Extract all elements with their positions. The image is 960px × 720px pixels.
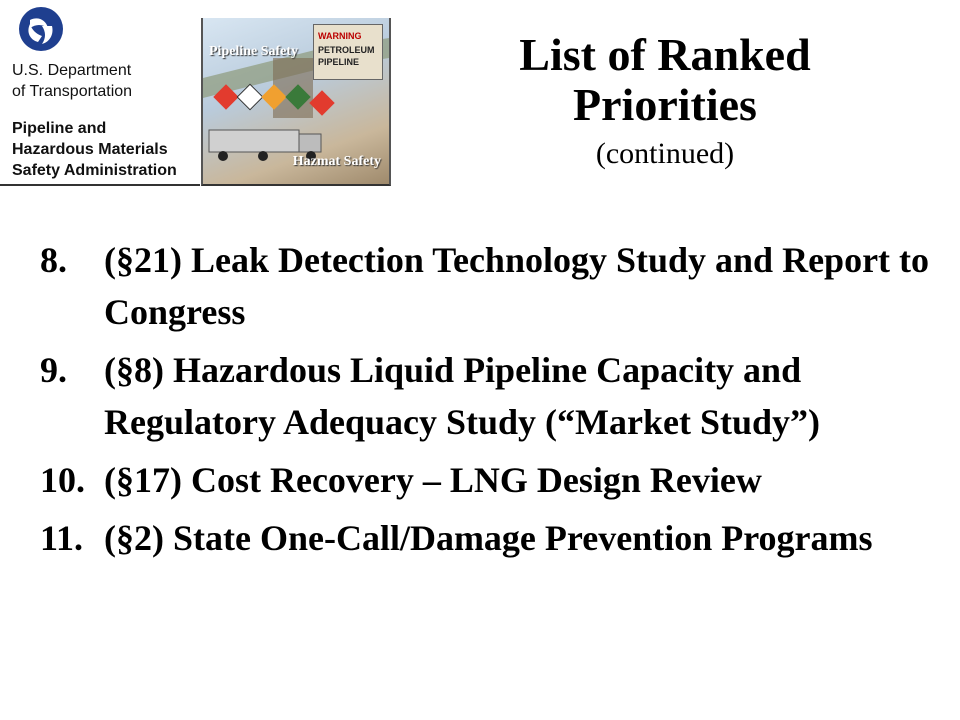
item-text: (§8) Hazardous Liquid Pipeline Capacity and Regulatory Adequacy Study (“Market Study”): [104, 350, 821, 442]
item-number: 9.: [40, 350, 67, 390]
pipeline-safety-label: Pipeline Safety: [209, 44, 299, 59]
agency-line-2: Hazardous Materials: [12, 141, 168, 158]
agency-name: [12, 118, 202, 181]
warning-sign: [313, 24, 383, 80]
slide-title: [420, 30, 910, 178]
list-item: [40, 344, 940, 448]
department-line-1: U.S. Department: [12, 62, 132, 79]
item-text: (§2) State One-Call/Damage Prevention Programs: [104, 518, 873, 558]
agency-line-1: Pipeline and: [12, 120, 107, 137]
department-line-2: of Transportation: [12, 83, 133, 100]
dot-triskelion-icon: [18, 6, 64, 52]
title-subtitle: (continued): [595, 137, 735, 170]
title-line-1: List of Ranked: [519, 29, 811, 80]
item-number: 10.: [40, 460, 85, 500]
item-text: (§21) Leak Detection Technology Study and Report to Congress: [104, 240, 930, 332]
department-name: [12, 60, 197, 102]
list-item: [40, 234, 940, 338]
sign-line-3: PIPELINE: [318, 57, 360, 67]
pipeline-hazmat-collage: [201, 18, 391, 186]
priority-list: [40, 234, 940, 570]
title-line-2: Priorities: [573, 79, 757, 130]
hazmat-safety-label: Hazmat Safety: [292, 154, 381, 169]
item-number: 11.: [40, 518, 84, 558]
item-number: 8.: [40, 240, 67, 280]
sign-line-2: PETROLEUM: [318, 45, 375, 55]
dot-logo-block: [0, 0, 200, 186]
sign-line-1: WARNING: [318, 31, 362, 41]
agency-line-3: Safety Administration: [12, 162, 177, 179]
list-item: [40, 454, 940, 506]
item-text: (§17) Cost Recovery – LNG Design Review: [104, 460, 762, 500]
list-item: [40, 512, 940, 564]
